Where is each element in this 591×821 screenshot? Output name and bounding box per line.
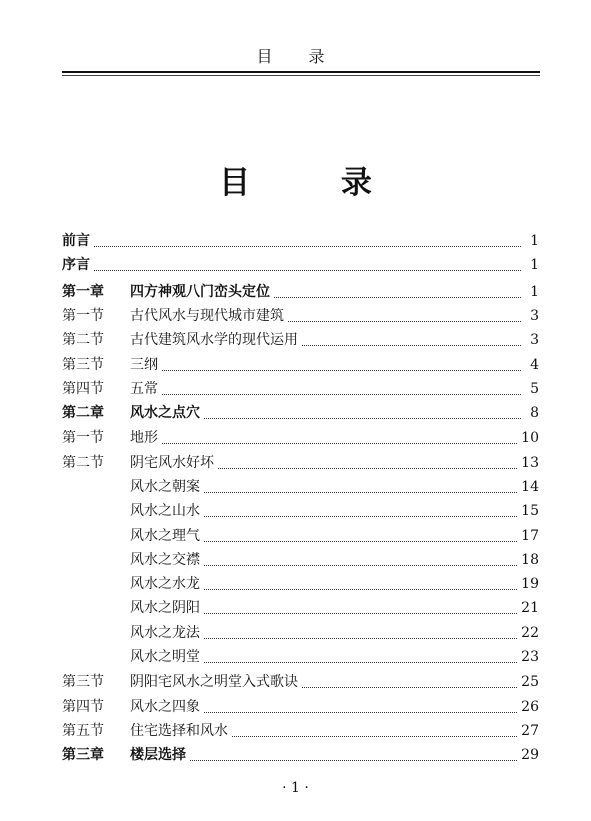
toc-dot-leader — [204, 565, 517, 566]
toc-entry-number: 第一节 — [62, 430, 104, 446]
toc-entry-page: 23 — [521, 649, 539, 665]
toc-entry-body — [130, 623, 539, 643]
toc-entry-number: 第二节 — [62, 332, 104, 348]
toc-row — [0, 574, 591, 594]
toc-dot-leader — [204, 589, 517, 590]
toc-entry-title: 阴阳宅风水之明堂入式歌诀 — [130, 674, 298, 690]
toc-entry-number: 第三节 — [62, 357, 104, 373]
toc-row — [0, 428, 591, 448]
toc-entry-title: 风水之四象 — [130, 699, 200, 715]
toc-entry-title: 古代风水与现代城市建筑 — [130, 308, 284, 324]
toc-dot-leader — [204, 712, 517, 713]
toc-row — [0, 672, 591, 692]
toc-entry-body — [130, 355, 539, 375]
toc-entry-body — [130, 647, 539, 667]
toc-row — [0, 550, 591, 570]
toc-dot-leader — [302, 345, 521, 346]
toc-entry-number: 第四节 — [62, 381, 104, 397]
toc-entry-page: 1 — [530, 233, 539, 249]
toc-dot-leader — [204, 638, 517, 639]
toc-dot-leader — [204, 541, 517, 542]
toc-dot-leader — [288, 321, 521, 322]
toc-entry-body — [130, 697, 539, 717]
toc-entry-body — [130, 428, 539, 448]
toc-entry-page: 4 — [530, 357, 539, 373]
toc-row — [0, 598, 591, 618]
toc-row — [0, 697, 591, 717]
toc-entry-body — [130, 745, 539, 765]
running-header: 目 录 — [256, 47, 335, 66]
toc-dot-leader — [162, 370, 521, 371]
toc-entry-title: 风水之水龙 — [130, 576, 200, 592]
toc-entry-body — [130, 477, 539, 497]
toc-entry-title: 风水之山水 — [130, 503, 200, 519]
toc-row — [0, 306, 591, 326]
toc-entry-body — [130, 550, 539, 570]
toc-entry-page: 27 — [521, 723, 539, 739]
toc-row — [0, 379, 591, 399]
toc-row — [0, 231, 591, 251]
toc-dot-leader — [274, 297, 521, 298]
toc-entry-body — [62, 231, 539, 251]
toc-dot-leader — [302, 687, 517, 688]
toc-entry-page: 15 — [521, 503, 539, 519]
toc-entry-page: 19 — [521, 576, 539, 592]
toc-entry-page: 1 — [530, 284, 539, 300]
toc-entry-page: 14 — [521, 479, 539, 495]
toc-dot-leader — [232, 736, 517, 737]
toc-entry-title: 地形 — [130, 430, 158, 446]
toc-dot-leader — [204, 516, 517, 517]
toc-row — [0, 745, 591, 765]
toc-entry-title: 四方神观八门峦头定位 — [130, 284, 270, 300]
toc-dot-leader — [94, 246, 521, 247]
toc-entry-title: 风水之阴阳 — [130, 600, 200, 616]
toc-entry-body — [130, 526, 539, 546]
toc-dot-leader — [204, 492, 517, 493]
toc-row — [0, 526, 591, 546]
toc-entry-title: 风水之明堂 — [130, 649, 200, 665]
toc-entry-body — [130, 501, 539, 521]
toc-dot-leader — [162, 443, 517, 444]
toc-dot-leader — [94, 270, 521, 271]
toc-entry-title: 五常 — [130, 381, 158, 397]
toc-entry-page: 13 — [521, 455, 539, 471]
toc-entry-number: 第二节 — [62, 455, 104, 471]
toc-entry-title: 风水之点穴 — [130, 405, 200, 421]
toc-dot-leader — [162, 394, 521, 395]
toc-entry-body — [130, 379, 539, 399]
toc-entry-page: 29 — [521, 747, 539, 763]
toc-entry-number: 第一章 — [62, 284, 104, 300]
toc-row — [0, 501, 591, 521]
toc-entry-body — [130, 403, 539, 423]
toc-entry-number: 第二章 — [62, 405, 104, 421]
toc-entry-page: 22 — [521, 625, 539, 641]
toc-entry-number: 第三章 — [62, 747, 104, 763]
toc-dot-leader — [204, 613, 517, 614]
toc-entry-title: 阴宅风水好坏 — [130, 455, 214, 471]
toc-entry-page: 3 — [530, 308, 539, 324]
toc-entry-page: 21 — [521, 600, 539, 616]
toc-entry-body — [130, 306, 539, 326]
toc-entry-page: 18 — [521, 552, 539, 568]
toc-row — [0, 721, 591, 741]
toc-entry-title: 序言 — [62, 257, 90, 273]
toc-entry-body — [130, 282, 539, 302]
toc-entry-title: 风水之朝案 — [130, 479, 200, 495]
header-rule-thin — [62, 75, 540, 76]
toc-entry-page: 8 — [530, 405, 539, 421]
toc-entry-page: 26 — [521, 699, 539, 715]
toc-dot-leader — [204, 418, 521, 419]
toc-entry-title: 风水之交襟 — [130, 552, 200, 568]
toc-entry-number: 第一节 — [62, 308, 104, 324]
toc-entry-title: 楼层选择 — [130, 747, 186, 763]
page-title: 目 录 — [219, 165, 412, 201]
toc-entry-page: 17 — [521, 528, 539, 544]
toc-entry-body — [130, 721, 539, 741]
toc-entry-body — [130, 330, 539, 350]
toc-entry-body — [130, 672, 539, 692]
toc-entry-title: 三纲 — [130, 357, 158, 373]
toc-entry-page: 25 — [521, 674, 539, 690]
toc-entry-page: 1 — [530, 257, 539, 273]
toc-row — [0, 330, 591, 350]
toc-entry-title: 风水之龙法 — [130, 625, 200, 641]
header-rule-thick — [62, 71, 540, 73]
toc-entry-page: 3 — [530, 332, 539, 348]
toc-row — [0, 623, 591, 643]
page-number: · 1 · — [282, 780, 309, 796]
toc-row — [0, 255, 591, 275]
toc-row — [0, 647, 591, 667]
toc-dot-leader — [204, 662, 517, 663]
toc-entry-title: 前言 — [62, 233, 90, 249]
toc-row — [0, 453, 591, 473]
toc-entry-title: 古代建筑风水学的现代运用 — [130, 332, 298, 348]
toc-entry-title: 风水之理气 — [130, 528, 200, 544]
toc-entry-title: 住宅选择和风水 — [130, 723, 228, 739]
toc-entry-body — [130, 453, 539, 473]
toc-entry-body — [62, 255, 539, 275]
toc-entry-body — [130, 598, 539, 618]
toc-entry-number: 第四节 — [62, 699, 104, 715]
toc-row — [0, 403, 591, 423]
toc-entry-page: 10 — [521, 430, 539, 446]
toc-entry-body — [130, 574, 539, 594]
toc-row — [0, 355, 591, 375]
toc-row — [0, 282, 591, 302]
toc-entry-number: 第五节 — [62, 723, 104, 739]
toc-entry-number: 第三节 — [62, 674, 104, 690]
toc-row — [0, 477, 591, 497]
toc-entry-page: 5 — [530, 381, 539, 397]
toc-dot-leader — [218, 468, 517, 469]
toc-dot-leader — [190, 760, 517, 761]
